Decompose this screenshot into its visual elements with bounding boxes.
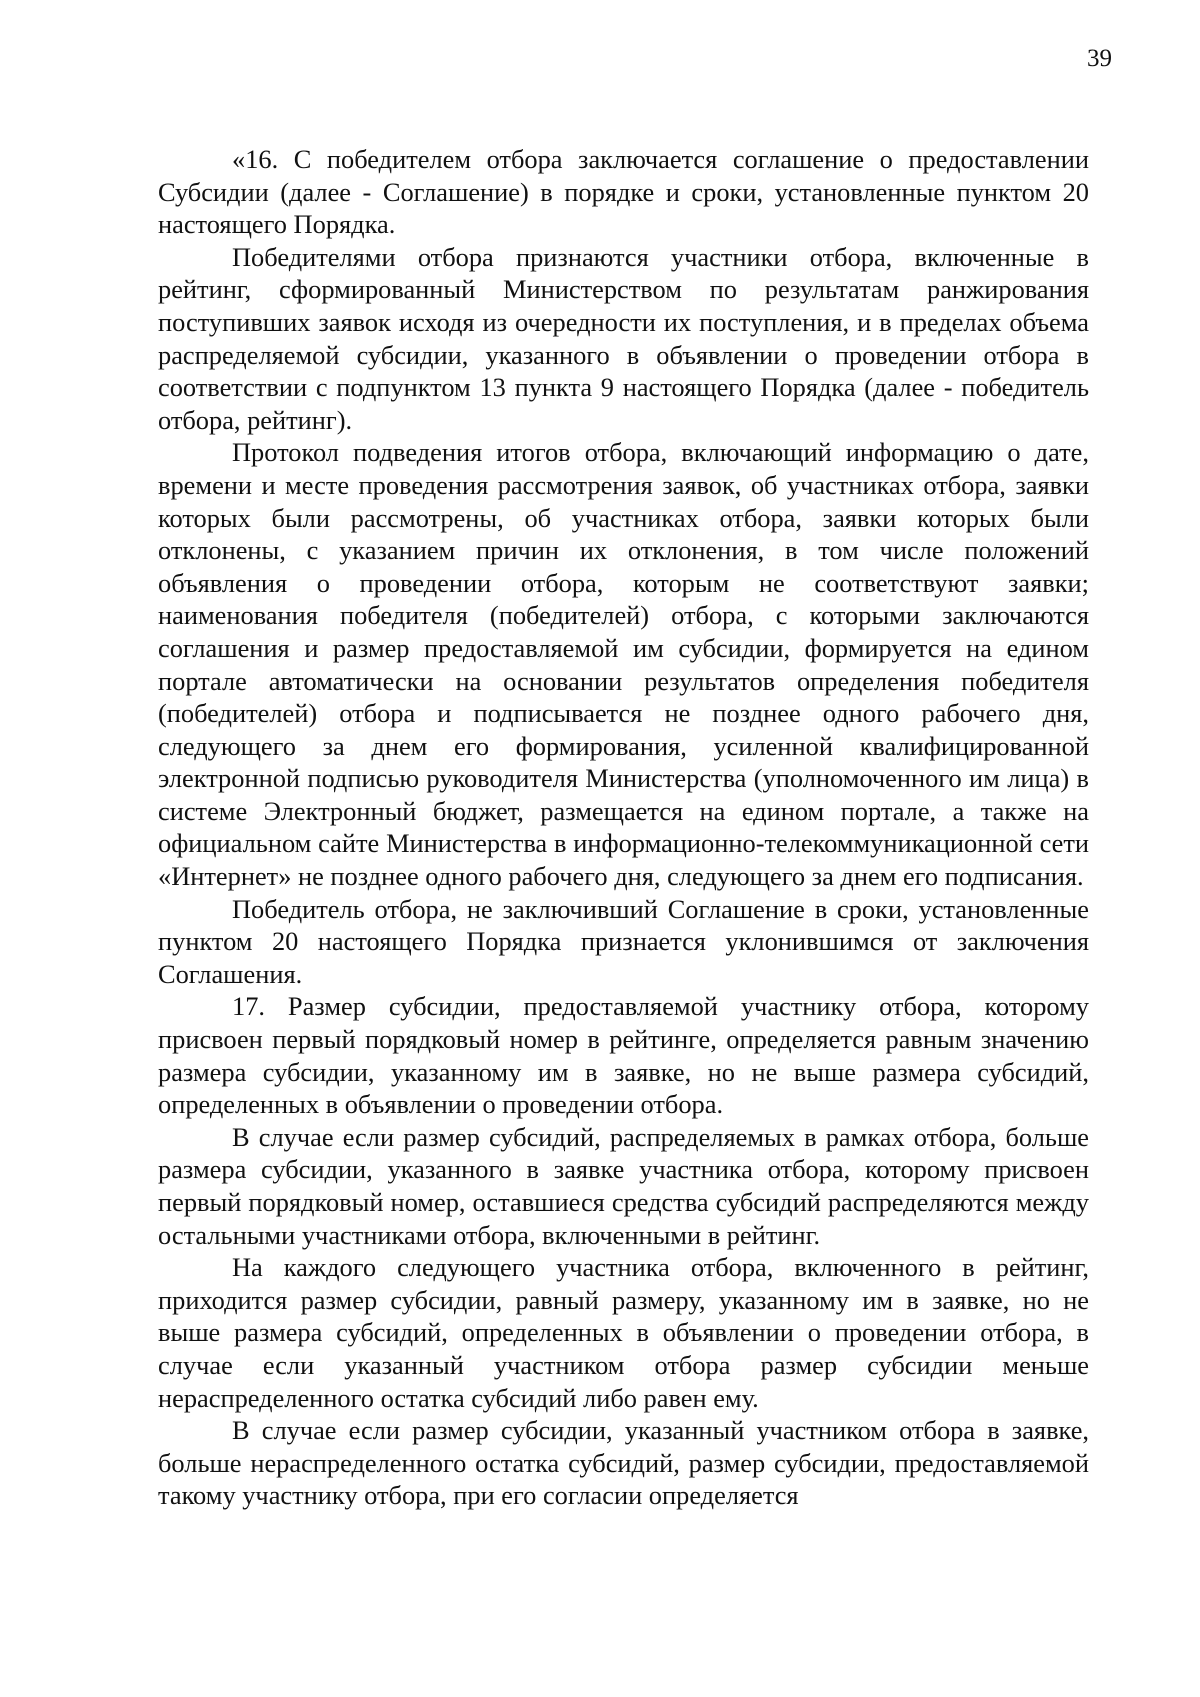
paragraph-17-subsidy-size: 17. Размер субсидии, предоставляемой участнику отбора, которому присвоен первый порядковый номер в рейтинге, определяется равным значению размера субсидии, указанному им в заявке, но не выше размера субсидий, определенных в объявлении о проведении отбора. xyxy=(158,991,1089,1120)
paragraph-protocol: Протокол подведения итогов отбора, включающий информацию о дате, времени и месте проведения рассмотрения заявок, об участниках отбора, заявки которых были рассмотрены, об участниках отбора, заявки которых были отклонены, с указанием причин их отклонения, в том числе положений объявления о проведении отбора, которым не соответствуют заявки; наименования победителя (победителей) отбора, с которыми заключаются соглашения и размер предоставляемой им субсидии, формируется на едином портале автоматически на основании результатов определения победителя (победителей) отбора и подписывается не позднее одного рабочего дня, следующего за днем его формирования, усиленной квалифицированной электронной подписью руководителя Министерства (уполномоченного им лица) в системе Электронный бюджет, размещается на едином портале, а также на официальном сайте Министерства в информационно-телекоммуникационной сети «Интернет» не позднее одного рабочего дня, следующего за днем его подписания. xyxy=(158,437,1089,892)
paragraph-winners-definition: Победителями отбора признаются участники отбора, включенные в рейтинг, сформированный Министерством по результатам ранжирования поступивших заявок исходя из очередности их поступления, и в пределах объема распределяемой субсидии, указанного в объявлении о проведении отбора в соответствии с подпунктом 13 пункта 9 настоящего Порядка (далее - победитель отбора, рейтинг). xyxy=(158,241,1089,435)
paragraph-evasion: Победитель отбора, не заключивший Соглашение в сроки, установленные пунктом 20 настоящего Порядка признается уклонившимся от заключения Соглашения. xyxy=(158,893,1089,989)
paragraph-16-agreement: «16. С победителем отбора заключается соглашение о предоставлении Субсидии (далее - Соглашение) в порядке и сроки, установленные пунктом 20 настоящего Порядка. xyxy=(158,144,1089,240)
paragraph-next-participant: На каждого следующего участника отбора, включенного в рейтинг, приходится размер субсидии, равный размеру, указанному им в заявке, но не выше размера субсидий, определенных в объявлении о проведении отбора, в случае если указанный участником отбора размер субсидии меньше нераспределенного остатка субсидий либо равен ему. xyxy=(158,1252,1089,1413)
page-number: 39 xyxy=(1087,45,1112,72)
document-body xyxy=(158,143,1089,1512)
paragraph-exceeding-remainder: В случае если размер субсидии, указанный участником отбора в заявке, больше нераспределенного остатка субсидий, размер субсидии, предоставляемой такому участнику отбора, при его согласии определяется xyxy=(158,1415,1089,1511)
paragraph-remaining-funds: В случае если размер субсидий, распределяемых в рамках отбора, больше размера субсидии, указанного в заявке участника отбора, которому присвоен первый порядковый номер, оставшиеся средства субсидий распределяются между остальными участниками отбора, включенными в рейтинг. xyxy=(158,1121,1089,1250)
